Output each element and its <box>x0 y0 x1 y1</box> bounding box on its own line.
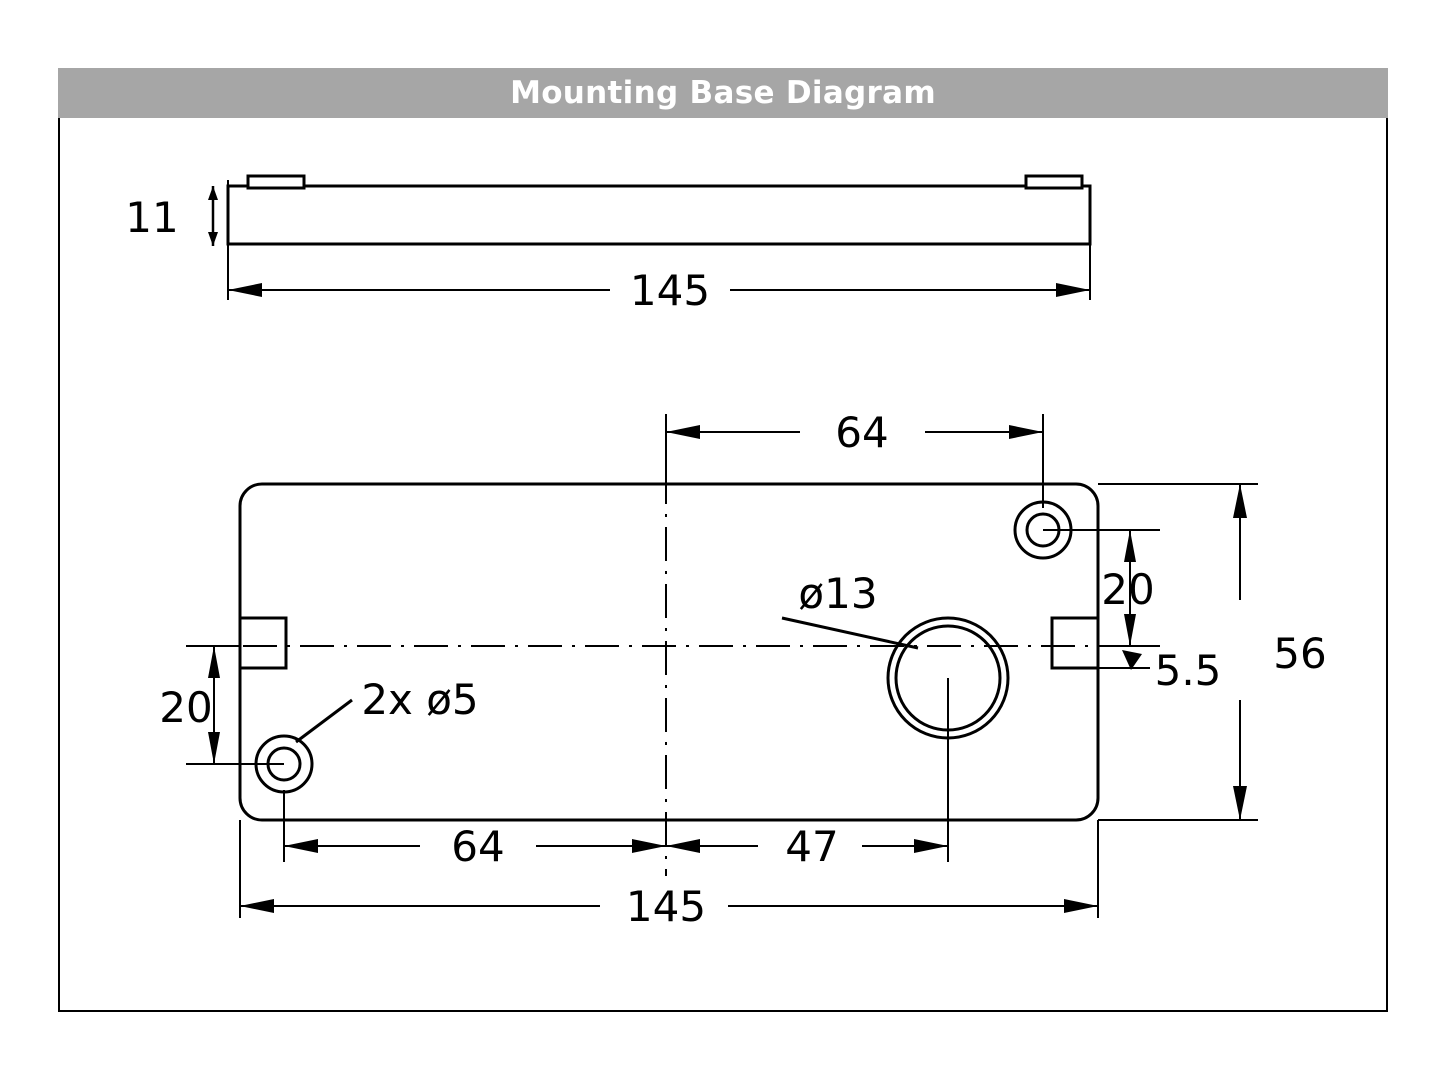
dim-side-height <box>208 180 228 300</box>
dim-label-center-hole: ø13 <box>798 569 878 618</box>
side-view-tab-left <box>248 176 304 188</box>
side-view-tab-right <box>1026 176 1082 188</box>
side-view-body <box>228 186 1090 244</box>
dim-label-side-length: 145 <box>629 266 711 315</box>
dim-label-left-20: 20 <box>159 683 213 732</box>
side-view <box>228 176 1090 244</box>
leader-center-hole <box>782 618 918 648</box>
plan-view <box>240 484 1098 820</box>
dim-label-top-64: 64 <box>835 408 889 457</box>
plan-tab-right <box>1052 618 1098 668</box>
page-title: Mounting Base Diagram <box>510 75 936 111</box>
dim-label-bottom-47: 47 <box>785 822 839 871</box>
dim-label-right-56: 56 <box>1273 629 1327 678</box>
leader-screw-holes <box>296 700 352 742</box>
dim-label-side-height: 11 <box>125 193 179 242</box>
dim-label-bottom-64: 64 <box>451 822 505 871</box>
dim-label-5-5: 5.5 <box>1154 646 1222 695</box>
dim-label-right-20: 20 <box>1101 565 1155 614</box>
plan-view-outline <box>240 484 1098 820</box>
dim-label-screw-holes: 2x ø5 <box>361 675 479 724</box>
dim-label-bottom-145: 145 <box>625 882 707 931</box>
plan-tab-left <box>240 618 286 668</box>
dim-5-5 <box>1098 650 1150 670</box>
